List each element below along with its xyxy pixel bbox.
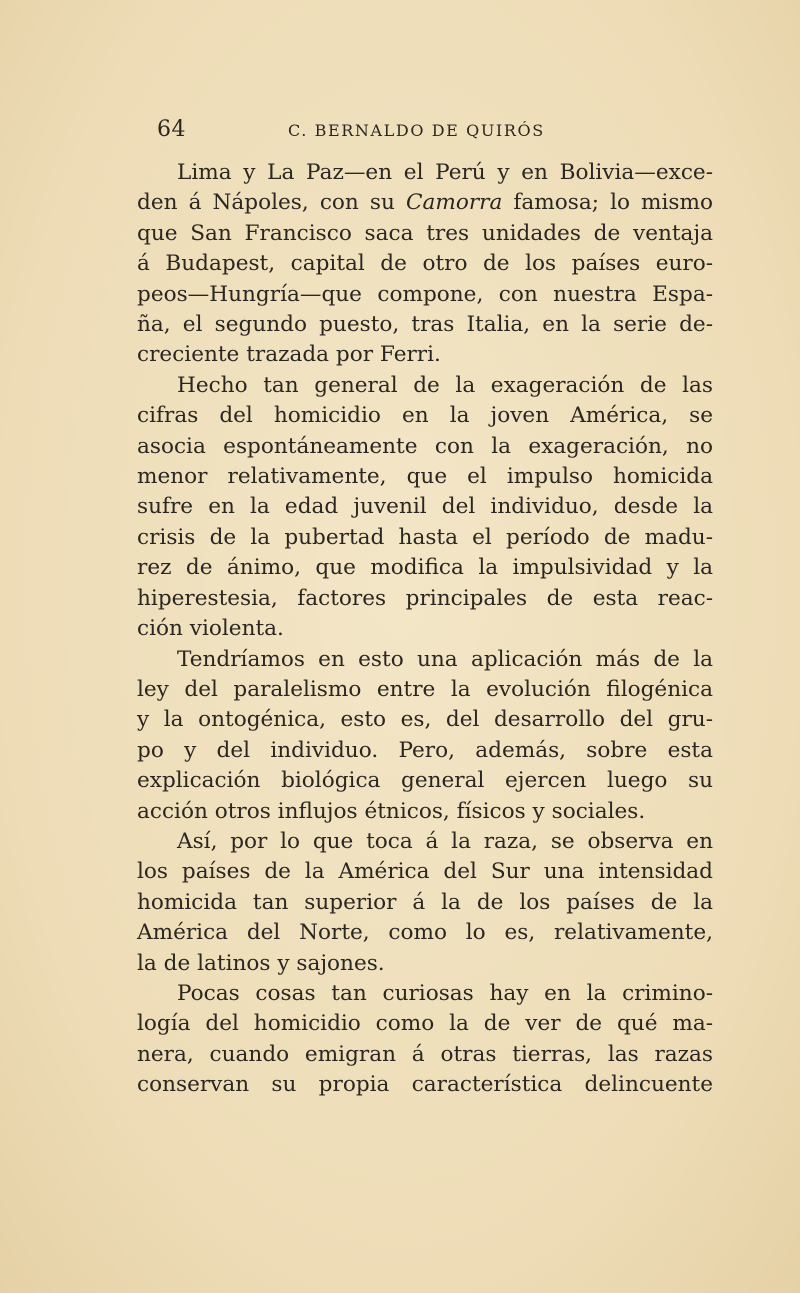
text-line: ción violenta. [137, 616, 284, 642]
text-line: rez de ánimo, que modifica la impulsividad y la [137, 555, 713, 581]
text-line: Así, por lo que toca á la raza, se observa en [177, 828, 713, 854]
text-line: po y del individuo. Pero, además, sobre esta [137, 737, 713, 763]
text-line: que San Francisco saca tres unidades de ventaja [137, 220, 713, 246]
text-line: y la ontogénica, esto es, del desarrollo del gru- [137, 707, 713, 733]
text-line: los países de la América del Sur una intensidad [137, 859, 713, 885]
text-line: explicación biológica general ejercen luego su [137, 768, 713, 794]
text-line: Pocas cosas tan curiosas hay en la crimino- [177, 980, 713, 1006]
text-line: nera, cuando emigran á otras tierras, las razas [137, 1041, 713, 1067]
text-line: conservan su propia característica delincuente [137, 1072, 713, 1098]
text-line: den á Nápoles, con su Camorra famosa; lo mismo [137, 190, 713, 216]
page-number: 64 [157, 117, 186, 142]
text-line: hiperestesia, factores principales de esta reac- [137, 585, 713, 611]
paragraph [137, 371, 713, 645]
text-line: logía del homicidio como la de ver de qué ma- [137, 1011, 713, 1037]
text-line: crisis de la pubertad hasta el período de madu- [137, 524, 713, 550]
running-head [157, 117, 717, 147]
text-line: América del Norte, como lo es, relativamente, [137, 920, 713, 946]
text-line: á Budapest, capital de otro de los países euro- [137, 251, 713, 277]
text-line: Hecho tan general de la exageración de las [177, 372, 713, 398]
text-line: peos—Hungría—que compone, con nuestra Espa- [137, 281, 713, 307]
text-line: acción otros influjos étnicos, físicos y sociales. [137, 798, 646, 824]
text-line: la de latinos y sajones. [137, 950, 385, 976]
text-line: ña, el segundo puesto, tras Italia, en la serie de- [137, 312, 713, 338]
text-line: homicida tan superior á la de los países de la [137, 889, 713, 915]
text-line: Tendríamos en esto una aplicación más de la [177, 646, 713, 672]
text-line: asocia espontáneamente con la exageración, no [137, 433, 713, 459]
italic-term: Camorra [405, 190, 503, 216]
text-line: cifras del homicidio en la joven América, se [137, 403, 713, 429]
paragraph [137, 645, 713, 827]
paragraph [137, 158, 713, 371]
paragraph [137, 979, 713, 1101]
running-title: C. BERNALDO DE QUIRÓS [288, 121, 545, 140]
body-text [137, 158, 713, 1101]
paragraph [137, 827, 713, 979]
text-line: ley del paralelismo entre la evolución filogénica [137, 676, 713, 702]
text-line: sufre en la edad juvenil del individuo, desde la [137, 494, 713, 520]
text-line: Lima y La Paz—en el Perú y en Bolivia—exce- [177, 160, 713, 185]
text-line: menor relativamente, que el impulso homicida [137, 464, 713, 490]
text-line: creciente trazada por Ferri. [137, 342, 441, 368]
